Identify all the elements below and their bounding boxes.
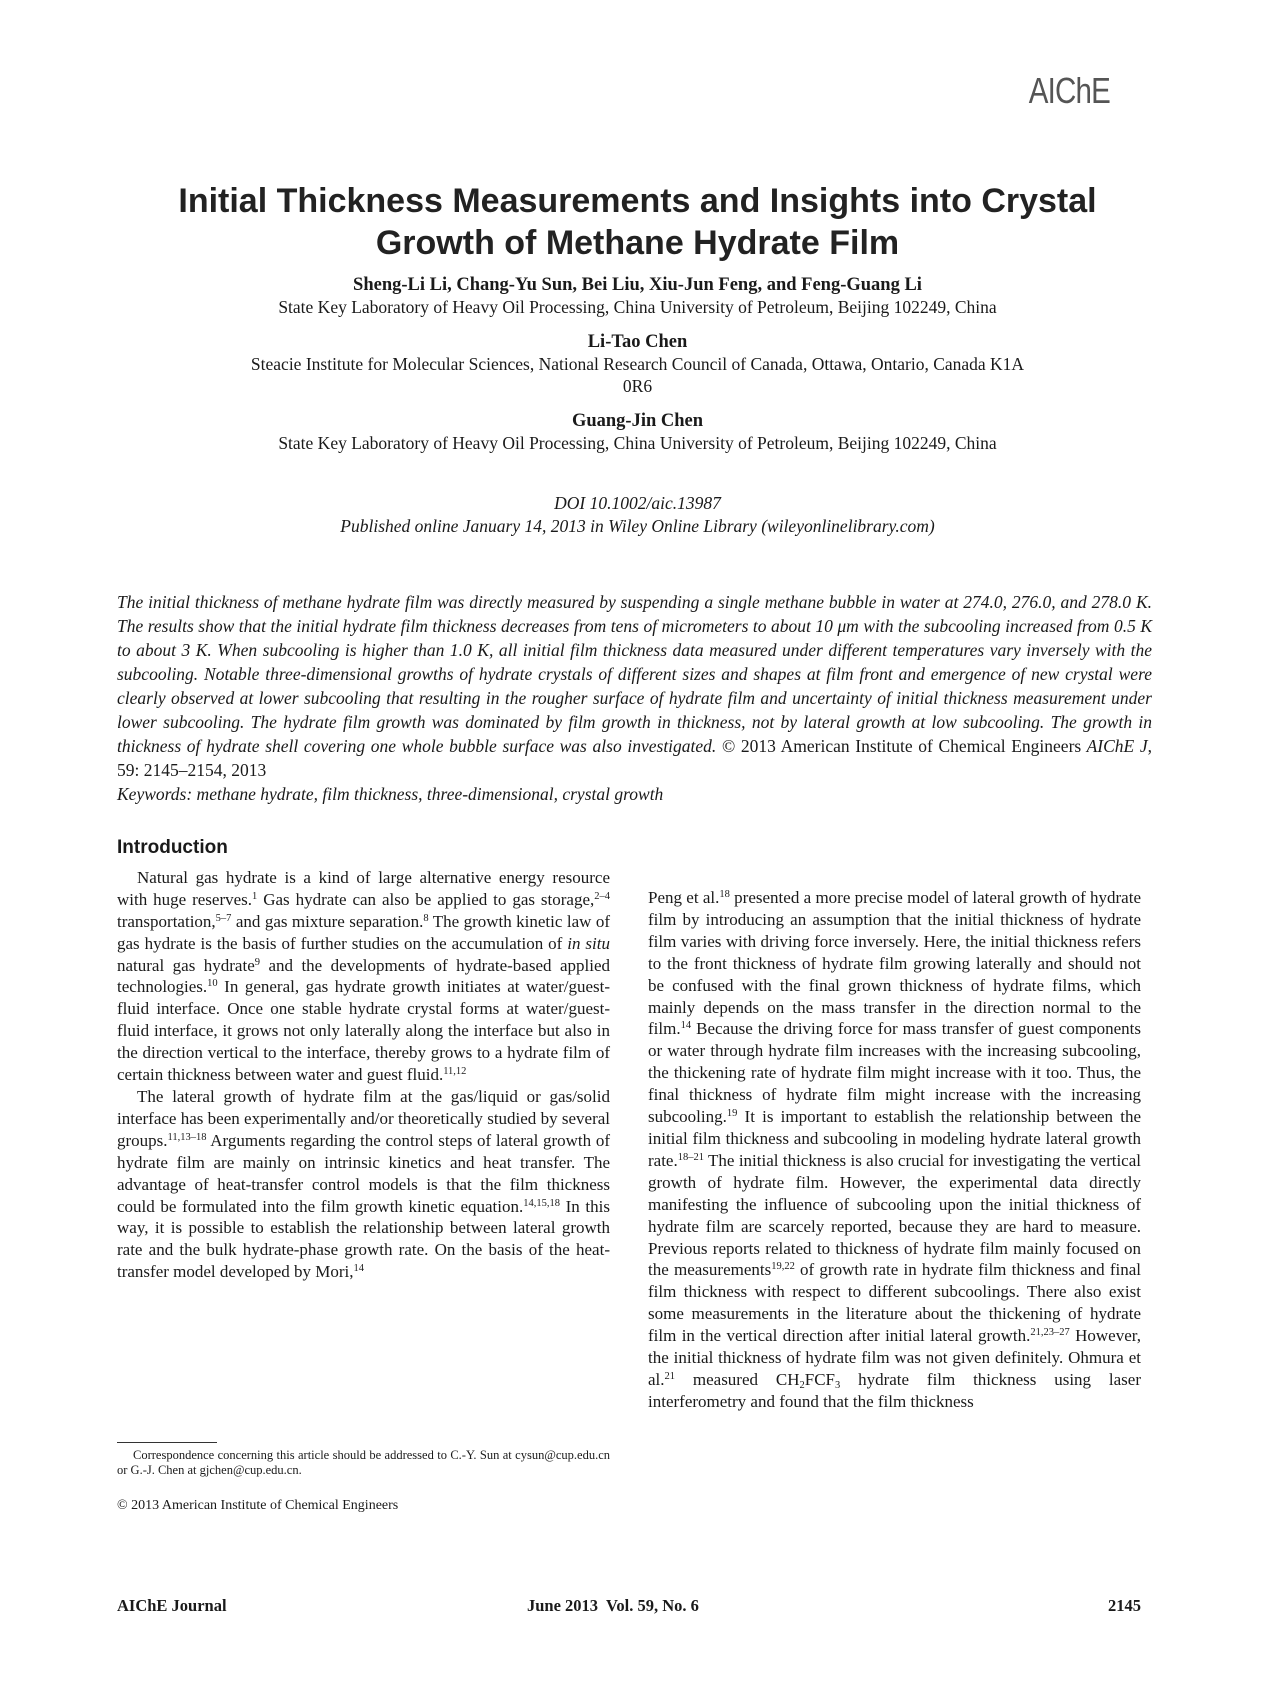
correspondence-footnote: Correspondence concerning this article should be addressed to C.-Y. Sun at cysun@cup.edu.cn or G.-J. Chen at gjchen@cup.edu.cn. [117, 1448, 610, 1477]
author-affiliation-cont: 0R6 [622, 376, 653, 396]
keywords: Keywords: methane hydrate, film thickness, three-dimensional, crystal growth [117, 784, 664, 804]
article-title [140, 180, 1135, 264]
author-affiliation: Steacie Institute for Molecular Sciences, National Research Council of Canada, Ottawa, Ontario, Canada K1A [250, 354, 1025, 374]
abstract-citation: , 59: 2145–2154, 2013 [117, 736, 1152, 780]
author-group-1 [160, 274, 1115, 318]
footer-page-number: 2145 [1108, 1596, 1141, 1615]
footer-journal: AIChE Journal [117, 1596, 227, 1615]
paragraph: Natural gas hydrate is a kind of large alternative energy resource with huge reserves.$^1$ Gas hydrate can also be applied to gas storage,$^{2-4}$ transportation,$^{5-7}$ and gas mixture separation.$^8$ The growth kinetic law of gas hydrate is the basis of further studies on the accumulation of in situ natural gas hydrate$^9$ and the developments of hydrate-based applied technologies.$^{10}$ In general, gas hydrate growth initiates at water/guest-fluid interface. Once one stable hydrate crystal forms at water/guest-fluid interface, it grows not only laterally along the interface but also in the direction vertical to the interface, thereby grows to a hydrate film of certain thickness between water and guest fluid.$^{11,12}$ [117, 867, 610, 1085]
title-line-1: Initial Thickness Measurements and Insights into Crystal [178, 182, 1097, 220]
left-column [117, 837, 610, 1283]
paragraph: Peng et al.$^{18}$ presented a more precise model of lateral growth of hydrate film by introducing an assumption that the initial thickness of hydrate film varies with driving force inversely. Here, the initial thickness refers to the front thickness of hydrate film growing laterally and should not be confused with the final grown thickness of hydrate films, which mainly depends on the mass transfer in the direction normal to the film.$^{14}$ Because the driving force for mass transfer of guest components or water through hydrate film increases with the increasing subcooling, the thickening rate of hydrate film might increase with it too. Thus, the final thickness of hydrate film might increase with the increasing subcooling.$^{19}$ It is important to establish the relationship between the initial film thickness and subcooling in modeling hydrate lateral growth rate.$^{18-21}$ The initial thickness is also crucial for investigating the vertical growth of hydrate film. However, the experimental data directly manifesting the influence of subcooling upon the initial thickness of hydrate film are scarcely reported, because they are hard to measure. Previous reports related to thickness of hydrate film mainly focused on the measurements$^{19,22}$ of growth rate in hydrate film thickness and final film thickness with respect to different subcoolings. There also exist some measurements in the literature about the thickening of hydrate film in the vertical direction after initial lateral growth.$^{21,23-27}$ However, the initial thickness of hydrate film was not given definitely. Ohmura et al.$^{21}$ measured $CH_2FCF_3$ hydrate film thickness using laser interferometry and found that the film thickness [648, 888, 1141, 1411]
author-group-3 [160, 410, 1115, 454]
paragraph: The lateral growth of hydrate film at the gas/liquid or gas/solid interface has been experimentally and/or theoretically studied by several groups.$^{11,13-18}$ Arguments regarding the control steps of lateral growth of hydrate film are mainly on intrinsic kinetics and heat transfer. The advantage of heat-transfer control models is that the film thickness could be formulated into the film growth kinetic equation.$^{14,15,18}$ In this way, it is possible to establish the relationship between lateral growth rate and the bulk hydrate-phase growth rate. On the basis of the heat-transfer model developed by Mori,$^{14}$ [117, 1086, 610, 1282]
author-names: Li-Tao Chen [587, 332, 688, 352]
footnote-rule [117, 1442, 217, 1443]
author-names: Guang-Jin Chen [571, 411, 704, 431]
abstract [117, 590, 1152, 806]
title-line-2: Growth of Methane Hydrate Film [375, 224, 900, 262]
abstract-journal: AIChE J [1086, 736, 1148, 756]
author-names: Sheng-Li Li, Chang-Yu Sun, Bei Liu, Xiu-Jun Feng, and Feng-Guang Li [353, 275, 922, 295]
section-heading: Introduction [117, 837, 228, 858]
abstract-copyright: © 2013 American Institute of Chemical Engineers [721, 736, 1082, 756]
author-group-2 [160, 331, 1115, 397]
abstract-text: The initial thickness of methane hydrate film was directly measured by suspending a single methane bubble in water at 274.0, 276.0, and 278.0 K. The results show that the initial hydrate film thickness decreases from tens of micrometers to about 10 μm with the subcooling increased from 0.5 K to about 3 K. When subcooling is higher than 1.0 K, all initial film thickness data measured under different temperatures vary inversely with the subcooling. Notable three-dimensional growths of hydrate crystals of different sizes and shapes at film front and emergence of new crystal were clearly observed at lower subcooling that resulting in the rougher surface of hydrate film and uncertainty of initial thickness measurement under lower subcooling. The hydrate film growth was dominated by film growth in thickness, not by lateral growth at low subcooling. The growth in thickness of hydrate shell covering one whole bubble surface was also investigated. [117, 592, 1152, 756]
copyright-line: © 2013 American Institute of Chemical Engineers [117, 1498, 399, 1513]
author-affiliation: State Key Laboratory of Heavy Oil Processing, China University of Petroleum, Beijing 102249, China [278, 433, 997, 453]
author-affiliation: State Key Laboratory of Heavy Oil Processing, China University of Petroleum, Beijing 102249, China [278, 297, 997, 317]
footer-issue: June 2013 Vol. 59, No. 6 [527, 1596, 699, 1615]
doi: DOI 10.1002/aic.13987 [554, 493, 721, 513]
journal-logo: AIChE [1028, 70, 1110, 111]
published-info: Published online January 14, 2013 in Wiley Online Library (wileyonlinelibrary.com) [340, 516, 935, 536]
right-column [648, 887, 1141, 1413]
